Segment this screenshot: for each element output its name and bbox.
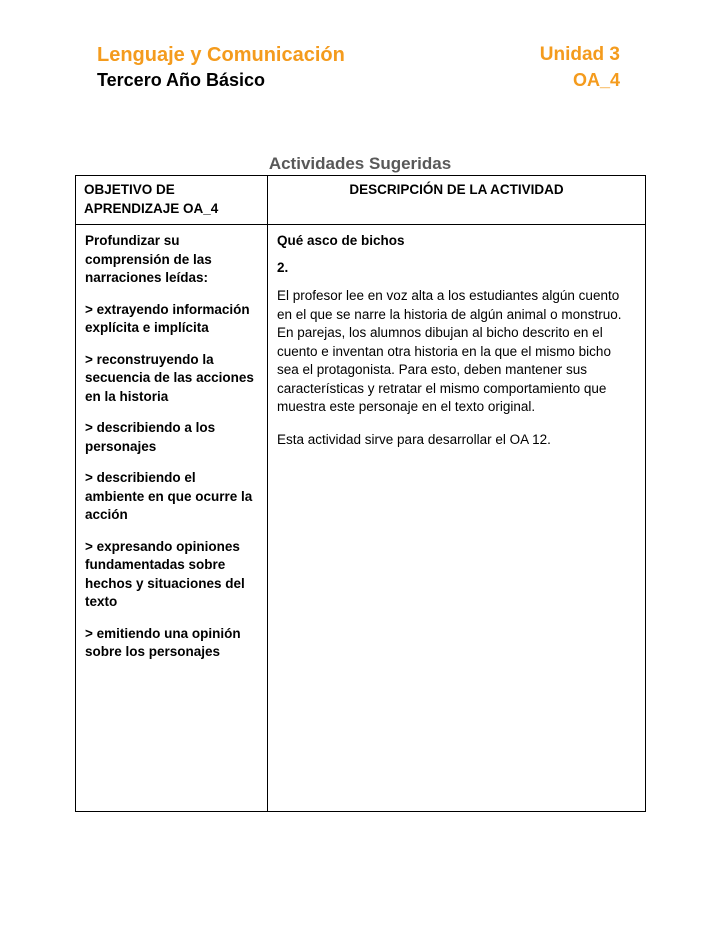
objective-column-header: OBJETIVO DE APRENDIZAJE OA_4: [76, 176, 268, 225]
objective-intro: Profundizar su comprensión de las narraciones leídas:: [85, 233, 212, 285]
unit-label: Unidad 3: [539, 44, 620, 65]
document-header: [0, 0, 720, 92]
objective-cell: [76, 225, 268, 812]
objective-item: > extrayendo información explícita e implícita: [85, 301, 250, 335]
activities-table: [75, 175, 646, 812]
table-body-row: [76, 225, 646, 812]
subject-title: Lenguaje y Comunicación: [97, 44, 345, 66]
grade-title: Tercero Año Básico: [97, 70, 266, 90]
activity-number: 2.: [277, 259, 289, 275]
activity-note: Esta actividad sirve para desarrollar el OA 12.: [277, 431, 551, 447]
oa-code-label: OA_4: [572, 70, 620, 90]
description-column-header: DESCRIPCIÓN DE LA ACTIVIDAD: [268, 176, 646, 225]
header-right: [540, 42, 620, 92]
page-title: Actividades Sugeridas: [268, 154, 452, 173]
objective-items-list: [85, 301, 258, 662]
objective-item: > describiendo a los personajes: [85, 420, 216, 454]
objective-item: > emitiendo una opinión sobre los personajes: [85, 625, 241, 659]
header-left: [97, 42, 345, 92]
objective-item: > reconstruyendo la secuencia de las acciones en la historia: [85, 351, 254, 404]
activity-cell: [268, 225, 646, 812]
activity-description: El profesor lee en voz alta a los estudiantes algún cuento en el que se narre la historia de algún animal o monstruo. En parejas, los alumnos dibujan al bicho descrito en el cuento e inventan otra historia en la que el mismo bicho sea el protagonista. Para esto, deben mantener sus características y retratar el mismo comportamiento que muestra este personaje en el texto original.: [277, 288, 622, 414]
objective-item: > expresando opiniones fundamentadas sobre hechos y situaciones del texto: [85, 538, 245, 609]
objective-item: > describiendo el ambiente en que ocurre la acción: [85, 470, 253, 522]
table-header-row: [76, 176, 646, 225]
activity-title: Qué asco de bichos: [277, 233, 405, 248]
